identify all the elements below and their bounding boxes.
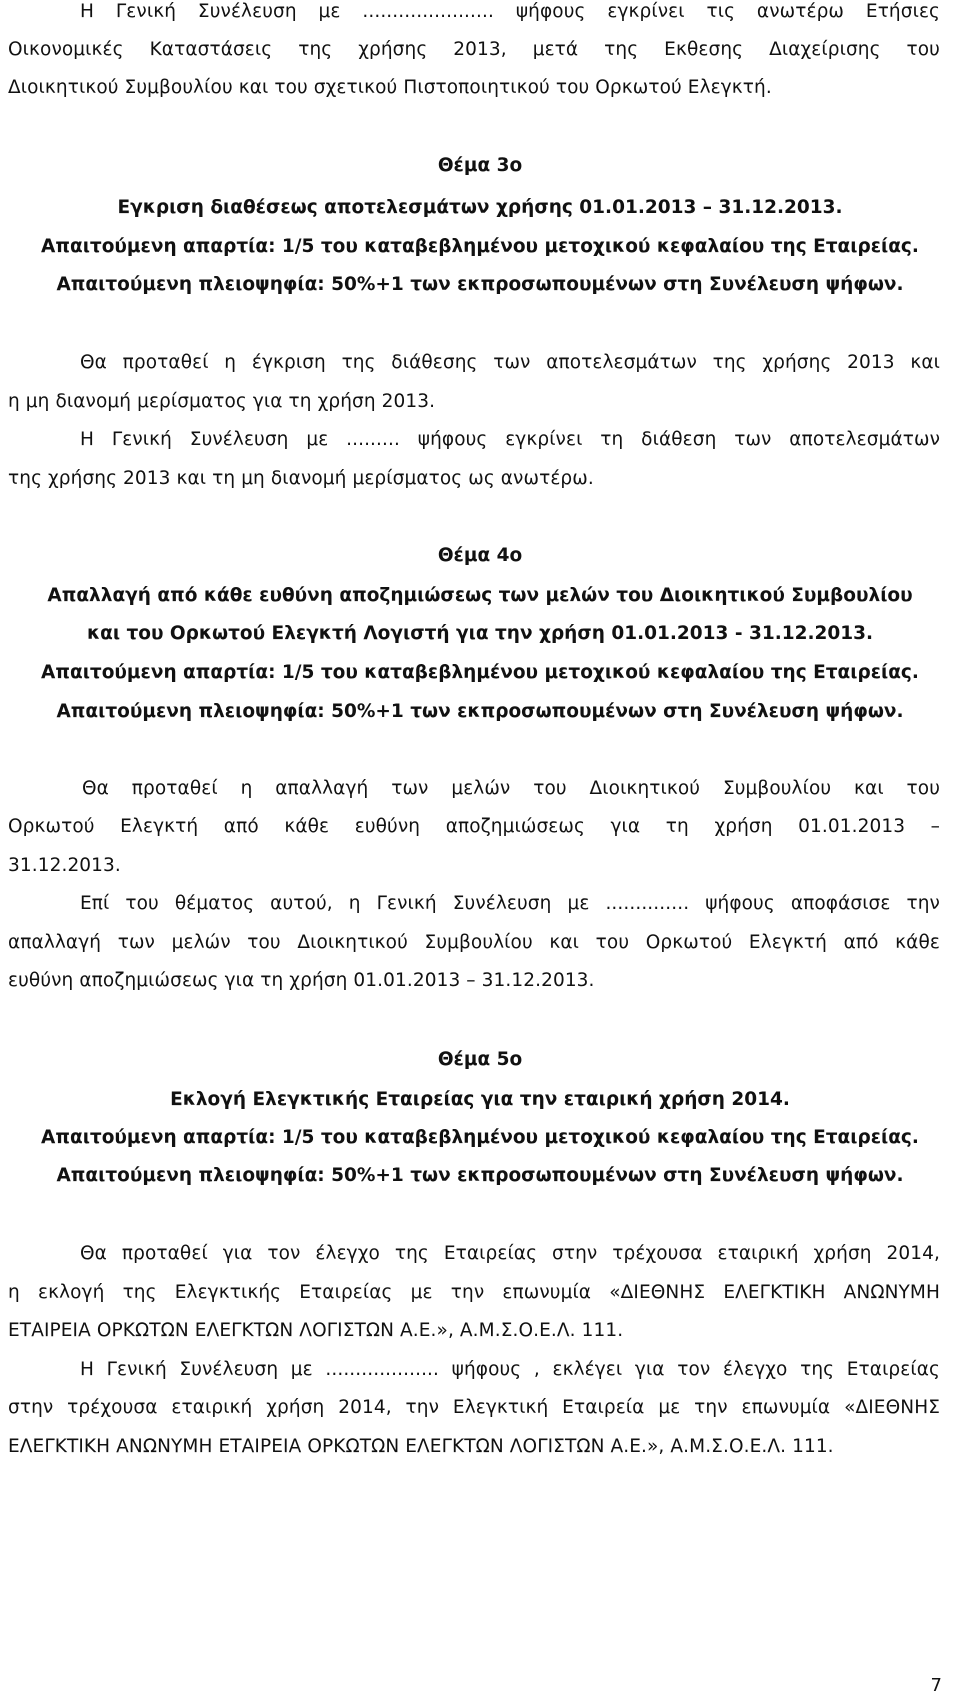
majority-requirement: Απαιτούμενη πλειοψηφία: 50%+1 των εκπροσωπουμένων στη Συνέλευση ψήφων. bbox=[56, 274, 904, 295]
paragraph-line: Θα προταθεί η έγκριση της διάθεσης των αποτελεσμάτων της χρήσης 2013 και bbox=[80, 352, 940, 373]
paragraph-line: Θα προταθεί για τον έλεγχο της Εταιρείας στην τρέχουσα εταιρική χρήση 2014, bbox=[80, 1243, 940, 1264]
paragraph-line: Επί του θέματος αυτού, η Γενική Συνέλευση με .............. ψήφους αποφάσισε την bbox=[80, 893, 940, 914]
topic-3-subject: Εγκριση διαθέσεως αποτελεσμάτων χρήσης 01.01.2013 – 31.12.2013. bbox=[117, 197, 843, 218]
paragraph-line: 31.12.2013. bbox=[8, 855, 121, 876]
quorum-requirement: Απαιτούμενη απαρτία: 1/5 του καταβεβλημένου μετοχικού κεφαλαίου της Εταιρείας. bbox=[41, 236, 919, 257]
topic-4-subject-line: και του Ορκωτού Ελεγκτή Λογιστή για την χρήση 01.01.2013 - 31.12.2013. bbox=[86, 623, 874, 644]
paragraph-line: στην τρέχουσα εταιρική χρήση 2014, την Ελεγκτική Εταιρεία με την επωνυμία «ΔΙΕΘΝΗΣ bbox=[8, 1397, 940, 1418]
paragraph-line: ΕΤΑΙΡΕΙΑ ΟΡΚΩΤΩΝ ΕΛΕΓΚΤΩΝ ΛΟΓΙΣΤΩΝ Α.Ε.», Α.Μ.Σ.Ο.Ε.Λ. 111. bbox=[8, 1320, 624, 1341]
paragraph-line: Η Γενική Συνέλευση με ......... ψήφους εγκρίνει τη διάθεση των αποτελεσμάτων bbox=[80, 429, 940, 450]
quorum-requirement: Απαιτούμενη απαρτία: 1/5 του καταβεβλημένου μετοχικού κεφαλαίου της Εταιρείας. bbox=[41, 1127, 919, 1148]
topic-3-title: Θέμα 3ο bbox=[437, 155, 523, 176]
topic-4-title: Θέμα 4ο bbox=[437, 545, 523, 566]
paragraph-line: απαλλαγή των μελών του Διοικητικού Συμβουλίου και του Ορκωτού Ελεγκτή από κάθε bbox=[8, 932, 940, 953]
page-number: 7 bbox=[930, 1675, 942, 1696]
majority-requirement: Απαιτούμενη πλειοψηφία: 50%+1 των εκπροσωπουμένων στη Συνέλευση ψήφων. bbox=[56, 1165, 904, 1186]
paragraph-line: ευθύνη αποζημιώσεως για τη χρήση 01.01.2013 – 31.12.2013. bbox=[8, 970, 595, 991]
paragraph-line: Η Γενική Συνέλευση με ................... ψήφους , εκλέγει για τον έλεγχο της Εταιρείας bbox=[80, 1359, 940, 1380]
topic-5-title: Θέμα 5ο bbox=[437, 1049, 523, 1070]
paragraph-line: Οικονομικές Καταστάσεις της χρήσης 2013, μετά της Εκθεσης Διαχείρισης του bbox=[8, 39, 940, 60]
quorum-requirement: Απαιτούμενη απαρτία: 1/5 του καταβεβλημένου μετοχικού κεφαλαίου της Εταιρείας. bbox=[41, 662, 919, 683]
paragraph-line: η μη διανομή μερίσματος για τη χρήση 2013. bbox=[8, 391, 436, 412]
paragraph-line: Η Γενική Συνέλευση με ...................... ψήφους εγκρίνει τις ανωτέρω Ετήσιες bbox=[80, 1, 940, 22]
paragraph-line: της χρήσης 2013 και τη μη διανομή μερίσματος ως ανωτέρω. bbox=[8, 468, 594, 489]
paragraph-line: η εκλογή της Ελεγκτικής Εταιρείας με την επωνυμία «ΔΙΕΘΝΗΣ ΕΛΕΓΚΤΙΚΗ ΑΝΩΝΥΜΗ bbox=[8, 1282, 940, 1303]
paragraph-line: Διοικητικού Συμβουλίου και του σχετικού Πιστοποιητικού του Ορκωτού Ελεγκτή. bbox=[8, 77, 772, 98]
paragraph-line: Θα προταθεί η απαλλαγή των μελών του Διοικητικού Συμβουλίου και του bbox=[82, 778, 940, 799]
paragraph-line: ΕΛΕΓΚΤΙΚΗ ΑΝΩΝΥΜΗ ΕΤΑΙΡΕΙΑ ΟΡΚΩΤΩΝ ΕΛΕΓΚΤΩΝ ΛΟΓΙΣΤΩΝ Α.Ε.», Α.Μ.Σ.Ο.Ε.Λ. 111. bbox=[8, 1436, 834, 1457]
topic-5-subject: Εκλογή Ελεγκτικής Εταιρείας για την εταιρική χρήση 2014. bbox=[170, 1089, 790, 1110]
majority-requirement: Απαιτούμενη πλειοψηφία: 50%+1 των εκπροσωπουμένων στη Συνέλευση ψήφων. bbox=[56, 701, 904, 722]
paragraph-line: Ορκωτού Ελεγκτή από κάθε ευθύνη αποζημιώσεως για τη χρήση 01.01.2013 – bbox=[8, 816, 940, 837]
topic-4-subject-line: Απαλλαγή από κάθε ευθύνη αποζημιώσεως των μελών του Διοικητικού Συμβουλίου bbox=[47, 585, 913, 606]
